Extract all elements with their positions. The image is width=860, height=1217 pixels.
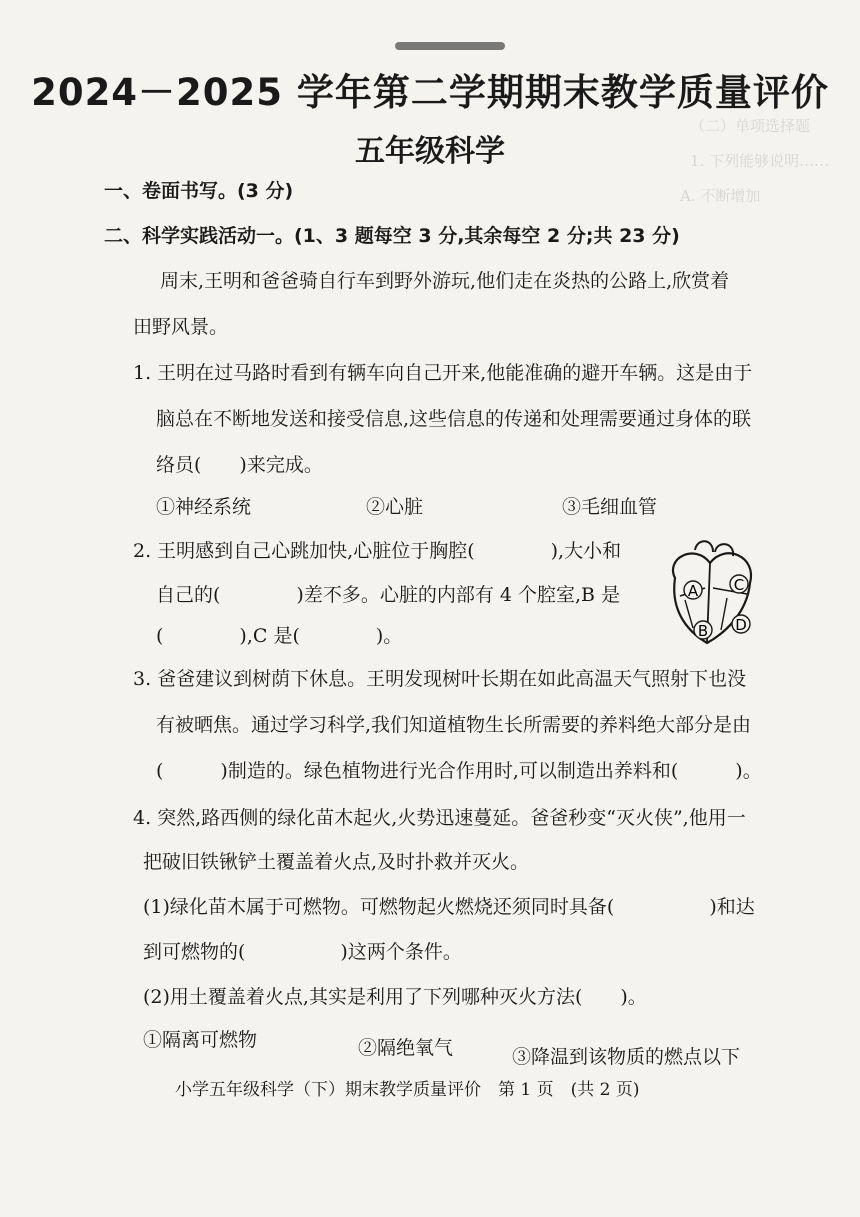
q1-option-3: ③毛细血管 [562, 496, 658, 518]
heart-diagram [655, 538, 767, 648]
heart-label-c: C [733, 576, 745, 594]
question-3: 3. 爸爸建议到树荫下休息。王明发现树叶长期在如此高温天气照射下也没 [133, 668, 747, 690]
bleed-through-text: 1. 下列能够说明…… [690, 152, 830, 170]
exam-title: 2024－2025 学年第二学期期末教学质量评价 [31, 71, 829, 114]
question-2: 自己的( )差不多。心脏的内部有 4 个腔室,B 是 [156, 584, 621, 606]
q4-option-1: ①隔离可燃物 [143, 1029, 258, 1051]
scenario-text: 周末,王明和爸爸骑自行车到野外游玩,他们走在炎热的公路上,欣赏着 [160, 270, 730, 292]
exam-subtitle: 五年级科学 [355, 134, 505, 169]
scan-mark [395, 42, 505, 50]
heart-label-d: D [735, 616, 747, 634]
question-2: ( ),C 是( )。 [156, 625, 403, 647]
page-footer: 小学五年级科学（下）期末教学质量评价 第 1 页 (共 2 页) [175, 1080, 640, 1100]
q1-option-1: ①神经系统 [156, 496, 252, 518]
question-1: 脑总在不断地发送和接受信息,这些信息的传递和处理需要通过身体的联 [156, 408, 752, 430]
question-3: 有被晒焦。通过学习科学,我们知道植物生长所需要的养料绝大部分是由 [156, 714, 752, 736]
question-1: 1. 王明在过马路时看到有辆车向自己开来,他能准确的避开车辆。这是由于 [133, 362, 753, 384]
question-4-part-2: (2)用土覆盖着火点,其实是利用了下列哪种灭火方法( )。 [143, 986, 647, 1008]
bleed-through-text: A. 不断增加 [680, 187, 761, 205]
question-4-part-1: 到可燃物的( )这两个条件。 [143, 941, 462, 963]
q4-option-3: ③降温到该物质的燃点以下 [512, 1046, 741, 1068]
section-1-heading: 一、卷面书写。(3 分) [104, 180, 294, 202]
heart-label-b: B [697, 622, 709, 640]
heart-label-a: A [687, 582, 699, 600]
q4-option-2: ②隔绝氧气 [358, 1037, 454, 1059]
bleed-through-text: （二）单项选择题 [690, 117, 811, 135]
section-2-heading: 二、科学实践活动一。(1、3 题每空 3 分,其余每空 2 分;共 23 分) [104, 225, 680, 247]
question-1: 络员( )来完成。 [156, 454, 323, 476]
question-4-part-1: (1)绿化苗木属于可燃物。可燃物起火燃烧还须同时具备( )和达 [143, 896, 755, 918]
q1-option-2: ②心脏 [366, 496, 424, 518]
question-3: ( )制造的。绿色植物进行光合作用时,可以制造出养料和( )。 [156, 760, 762, 782]
question-4: 4. 突然,路西侧的绿化苗木起火,火势迅速蔓延。爸爸秒变“灭火侠”,他用一 [133, 807, 746, 829]
scenario-text: 田野风景。 [133, 316, 229, 338]
question-2: 2. 王明感到自己心跳加快,心脏位于胸腔( ),大小和 [133, 540, 622, 562]
question-4: 把破旧铁锹铲土覆盖着火点,及时扑救并灭火。 [143, 851, 530, 873]
